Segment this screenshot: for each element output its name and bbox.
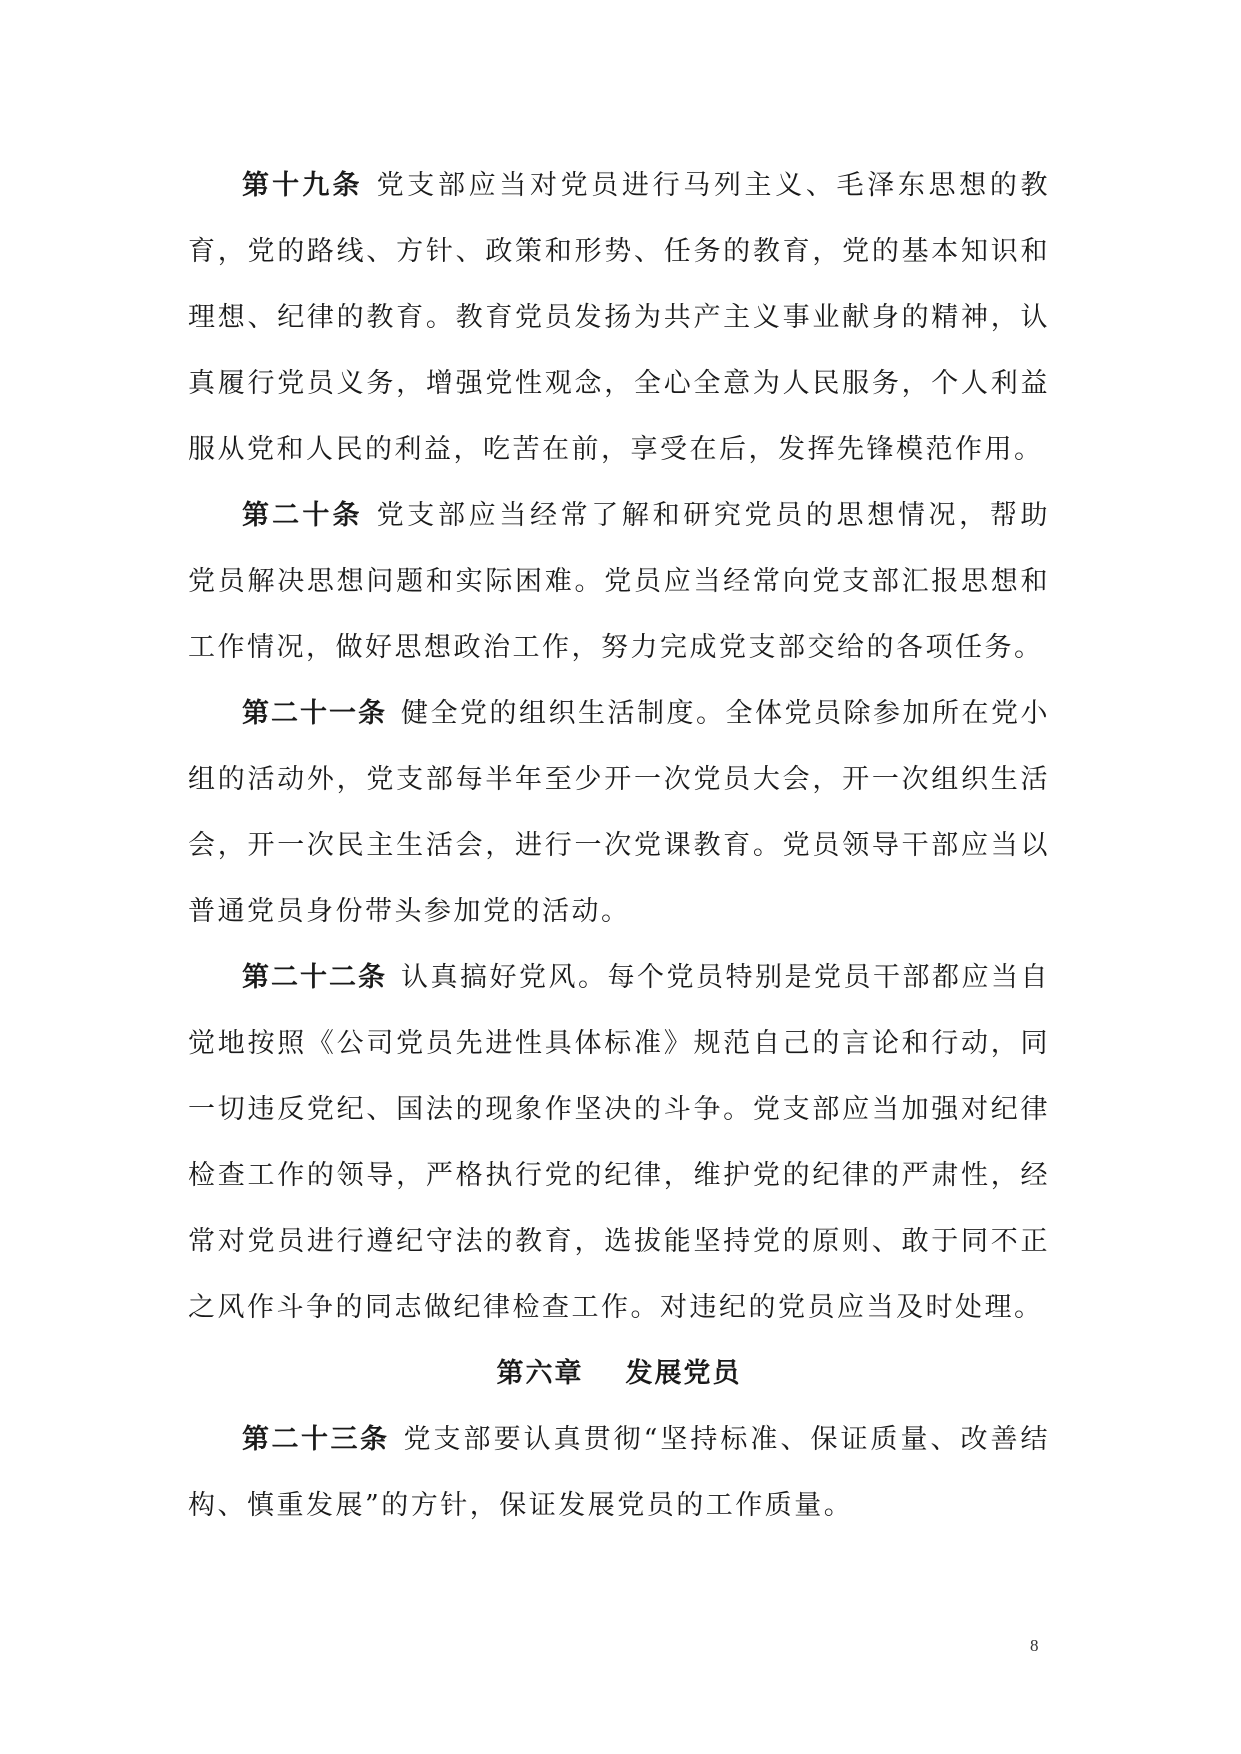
chapter-number: 第六章: [496, 1358, 584, 1389]
article-21: [188, 681, 1050, 945]
page-number: 8: [1030, 1636, 1039, 1655]
article-text: 党支部应当经常了解和研究党员的思想情况，帮助党员解决思想问题和实际困难。党员应当经常向党支部汇报思想和工作情况，做好思想政治工作，努力完成党支部交给的各项任务。: [188, 500, 1050, 663]
chapter-title: 发展党员: [625, 1358, 742, 1389]
chapter-heading: [188, 1341, 1050, 1407]
article-23: [188, 1407, 1050, 1539]
article-number: 第十九条: [242, 170, 363, 201]
document-body: [188, 153, 1050, 1539]
article-number: 第二十一条: [242, 698, 387, 729]
article-text: 党支部应当对党员进行马列主义、毛泽东思想的教育，党的路线、方针、政策和形势、任务的教育，党的基本知识和理想、纪律的教育。教育党员发扬为共产主义事业献身的精神，认真履行党员义务，增强党性观念，全心全意为人民服务，个人利益服从党和人民的利益，吃苦在前，享受在后，发挥先锋模范作用。: [188, 170, 1050, 465]
article-text: 认真搞好党风。每个党员特别是党员干部都应当自觉地按照《公司党员先进性具体标准》规范自己的言论和行动，同一切违反党纪、国法的现象作坚决的斗争。党支部应当加强对纪律检查工作的领导，严格执行党的纪律，维护党的纪律的严肃性，经常对党员进行遵纪守法的教育，选拔能坚持党的原则、敢于同不正之风作斗争的同志做纪律检查工作。对违纪的党员应当及时处理。: [188, 962, 1050, 1323]
article-20: [188, 483, 1050, 681]
article-19: [188, 153, 1050, 483]
article-number: 第二十条: [242, 500, 363, 531]
article-text: 党支部要认真贯彻“坚持标准、保证质量、改善结构、慎重发展”的方针，保证发展党员的工作质量。: [188, 1424, 1051, 1521]
article-number: 第二十二条: [242, 962, 387, 993]
article-22: [188, 945, 1050, 1341]
article-text: 健全党的组织生活制度。全体党员除参加所在党小组的活动外，党支部每半年至少开一次党员大会，开一次组织生活会，开一次民主生活会，进行一次党课教育。党员领导干部应当以普通党员身份带头参加党的活动。: [188, 698, 1050, 927]
article-number: 第二十三条: [242, 1424, 390, 1455]
